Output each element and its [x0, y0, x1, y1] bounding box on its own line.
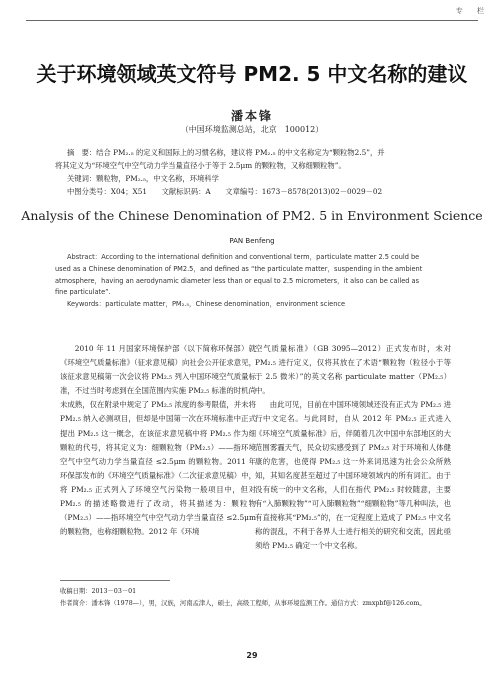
- english-author: PAN Benfeng: [229, 237, 275, 245]
- author-bio: 作者简介：潘本锋（1978—），男，汉族，河南孟津人，硕士，高级工程师，从事环境监测工作。通信方式：zmxpbf@126.com。: [60, 600, 426, 607]
- abstract-en-line: atmosphere，having an aerodynamic diameter less than or equal to 2.5 micrometers，it also can be called as: [55, 276, 420, 285]
- english-abstract: [55, 252, 465, 311]
- abstract-en-line: Abstract：According to the international definition and conventional term，particulate matter 2.5 could be: [67, 253, 420, 261]
- body-left-column: [60, 342, 256, 539]
- english-title: Analysis of the Chinese Denomination of PM2. 5 in Environment Science: [21, 208, 483, 223]
- column-tag: 专 栏: [455, 7, 490, 15]
- author-name: 潘本锋: [230, 109, 273, 123]
- received-date: 收稿日期：2013－03－01: [60, 588, 137, 595]
- abstract-zh-line: 将其定义为“环境空气中空气动力学当量直径小于等于 2.5μm 的颗粒物，又称细颗粒物”。: [55, 161, 346, 170]
- abstract-en-line: fine particulate”.: [55, 288, 111, 297]
- author-affiliation: （中国环境监测总站，北京 100012）: [180, 125, 324, 134]
- body-paragraph: 空气质量标准》（GB 3095—2012）正式发布时，未对 PM₂.₅ 进行定义，仅将其放在了术语“颗粒物（粒径小于等于 2.5 微米）”的英文名称 particulate matter（PM₂.₅）中。: [255, 344, 451, 396]
- body-paragraph: 由此可见，目前在中国环境领域还没有正式为 PM₂.₅ 进行中文定名。与此同时，自从 2012 年 PM₂.₅ 正式进入《环境空气质量标准》后，伴随着几次中国中东部地区的大范围雾霾天气，民众切实感受到了 PM₂.₅ 对于环境和人体健康的危害，也使得 PM₂.₅ 这一外来词迅速为社会公众所熟知，其知名度甚至超过了中国环境领域内的所有词汇。由于没有统一的中文名称，人们在指代 PM₂.₅ 时较随意，主要有“入肺颗粒物”“可入肺颗粒物”“细颗粒物”等几种叫法，也有直接称其“PM₂.₅”的，在一定程度上造成了 PM₂.₅ 中文名称的混乱，不利于各界人士进行相关的研究和交流，因此亟须给 PM₂.₅ 确定一个中文名称。: [255, 400, 451, 551]
- footnote-rule: [60, 580, 170, 581]
- body-right-column: [255, 342, 451, 553]
- classification-zh: 中图分类号：X04；X51 文献标识码：A 文章编号：1673－8578(2013)02－0029－02: [67, 187, 383, 196]
- article-title: 关于环境领域英文符号 PM2. 5 中文名称的建议: [36, 62, 468, 86]
- abstract-en-line: used as a Chinese denomination of PM2.5，and defined as “the particulate matter，suspending in the ambient: [55, 264, 423, 273]
- footnotes: [60, 586, 460, 610]
- page-number: 29: [246, 651, 258, 660]
- keywords-en: Keywords：particulate matter，PM₂.₅，Chinese denomination，environment science: [67, 300, 346, 309]
- header-rule: [26, 20, 478, 21]
- keywords-zh: 关键词：颗粒物，PM₂.₅，中文名称，环境科学: [67, 174, 219, 183]
- body-paragraph: 2010 年 11 月国家环境保护部（以下简称环保部）就《环境空气质量标准》（征求意见稿）向社会公开征求意见，该征求意见稿第一次会议将 PM₂.₅ 列入中国环境空气质量标准，不过当时考虑到在全国范围内实施 PM₂.₅ 标准的时机尚未成熟，仅在附录中规定了 PM₂.₅ 浓度的参考限值，并未将 PM₂.₅ 纳入必测项目，但却是中国第一次在环境标准中正式提出 PM₂.₅ 这一概念，在该征求意见稿中将 PM₂.₅ 作为细颗粒的代号，将其定义为：细颗粒物（PM₂.₅）——指环境空气中空气动力学当量直径 ≤2.5μm 的颗粒物。2011 年环保部发布的《环境空气质量标准》（二次征求意见稿）中，将 PM₂.₅ 正式列入了环境空气污染物一般项目中，但对 PM₂.₅ 的描述略微进行了改动，将其描述为：颗粒物（PM₂.₅）——指环境空气中空气动力学当量直径 ≤2.5μm 的颗粒物，也称细颗粒物。2012 年《环境: [60, 344, 256, 537]
- chinese-abstract: [55, 146, 465, 198]
- abstract-zh-line: 摘 要：结合 PM₂.₅ 的定义和国际上的习惯名称，建议将 PM₂.₅ 的中文名称定为“颗粒物2.5”，并: [67, 148, 385, 157]
